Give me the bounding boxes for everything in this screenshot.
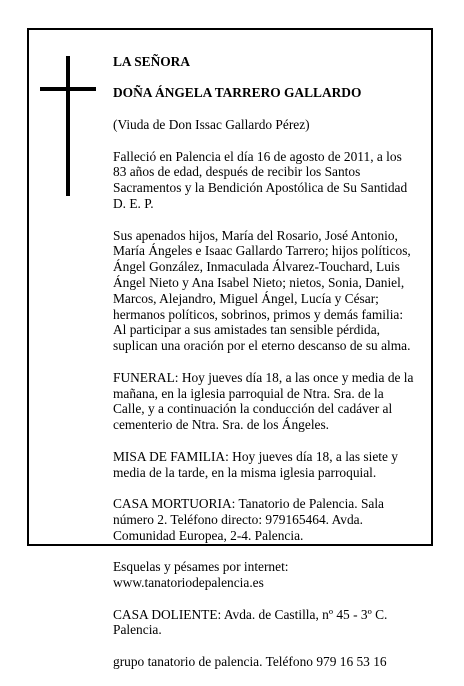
death-paragraph: Falleció en Palencia el día 16 de agosto de 2011, a los 83 años de edad, después de recibir los Santos Sacramentos y la Bendición Apostólica de Su Santidad D. E. P. [113,148,408,211]
casa-doliente-paragraph: CASA DOLIENTE: Avda. de Castilla, nº 45 - 3º C. Palencia. [113,606,388,638]
notice-title-line2: DOÑA ÁNGELA TARRERO GALLARDO [113,85,362,101]
esquelas-paragraph: Esquelas y pésames por internet: www.tanatoriodepalencia.es [113,559,289,591]
obituary-text [113,38,429,686]
funeral-paragraph: FUNERAL: Hoy jueves día 18, a las once y media de la mañana, en la iglesia parroquial de Ntra. Sra. de la Calle, y a continuación la conducción del cadáver al cementerio de Ntra. Sra. de los Ángeles. [113,369,414,433]
footer-paragraph: grupo tanatorio de palencia. Teléfono 979 16 53 16 [113,654,387,670]
notice-subtitle: (Viuda de Don Issac Gallardo Pérez) [113,116,310,132]
family-paragraph: Sus apenados hijos, María del Rosario, José Antonio, María Ángeles e Isaac Gallardo Tarrero; hijos políticos, Ángel González, Inmaculada Álvarez-Touchard, Luis Ángel Nieto y Ana Isabel Nieto; nietos, Sonia, Daniel, Marcos, Alejandro, Miguel Ángel, Lucía y César; hermanos políticos, sobrinos, primos y demás familia: Al participar a sus amistades tan sensible pérdida, suplican una oración por el eterno descanso de su alma. [113,227,411,354]
cross-icon [66,56,70,196]
misa-paragraph: MISA DE FAMILIA: Hoy jueves día 18, a las siete y media de la tarde, en la misma iglesia parroquial. [113,448,399,480]
casa-mortuoria-paragraph: CASA MORTUORIA: Tanatorio de Palencia. Sala número 2. Teléfono directo: 979165464. Avda. Comunidad Europea, 2-4. Palencia. [113,496,384,543]
cross-icon-bar [40,87,96,91]
notice-title-line1: LA SEÑORA [113,53,191,69]
